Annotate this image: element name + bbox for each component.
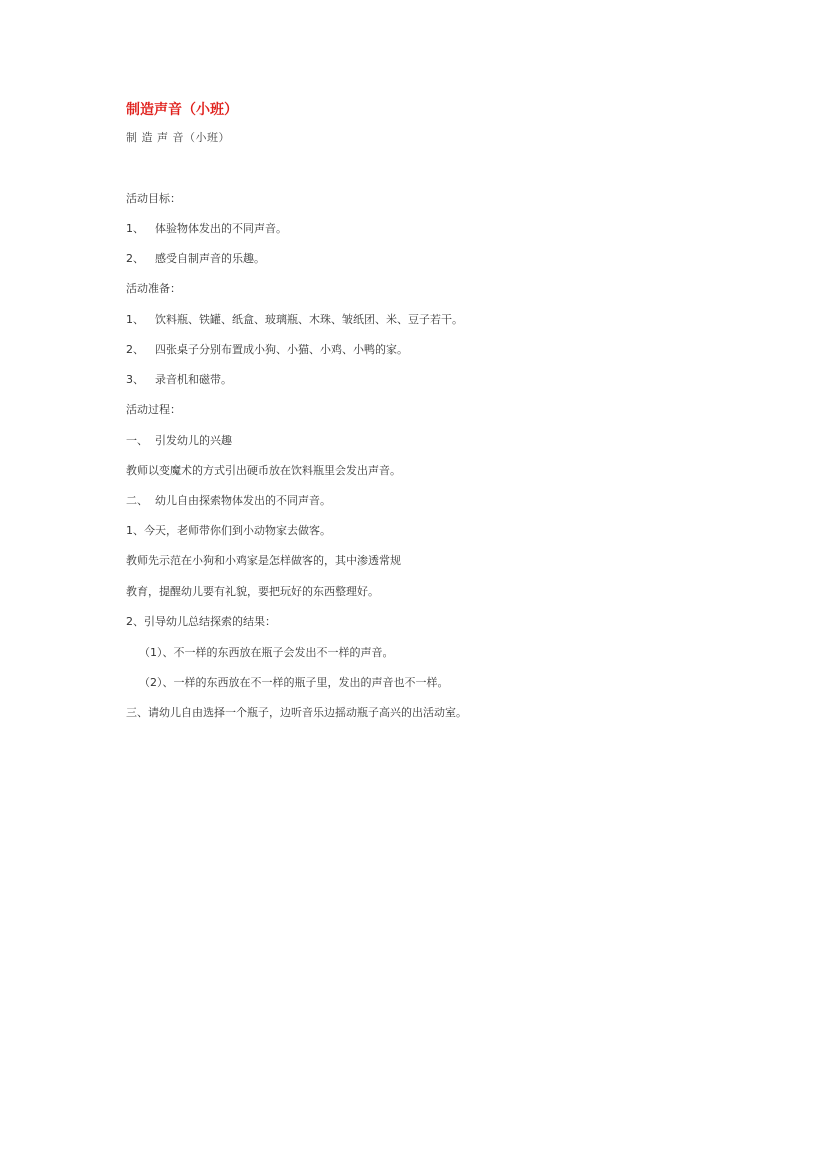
line-text: 体验物体发出的不同声音。 [155,222,287,235]
line-text: 活动准备： [126,282,181,295]
paragraph [126,553,401,569]
line-text: 教师以变魔术的方式引出硬币放在饮料瓶里会发出声音。 [126,464,401,477]
list-item [126,251,265,267]
line-text: 2、引导幼儿总结探索的结果： [126,615,276,628]
list-number: 2、 [126,343,144,356]
paragraph [126,614,276,630]
list-number: 一、 [126,434,148,447]
list-item [126,342,408,358]
line-text: 三、请幼儿自由选择一个瓶子，边听音乐边摇动瓶子高兴的出活动室。 [126,706,467,719]
page-title: 制造声音（小班） [126,102,238,118]
paragraph [126,705,467,721]
line-text: 活动目标： [126,192,181,205]
line-text: 四张桌子分别布置成小狗、小猫、小鸡、小鸭的家。 [155,343,408,356]
list-number: 二、 [126,494,148,507]
section-heading-preparation [126,281,181,297]
list-number: 2、 [126,252,144,265]
line-text: （1）、不一样的东西放在瓶子会发出不一样的声音。 [139,646,394,659]
sub-list-item [126,645,394,661]
list-number: 1、 [126,222,144,235]
page-subtitle: 制 造 声 音（小班） [126,131,230,144]
paragraph [126,463,401,479]
line-text: 1、今天，老师带你们到小动物家去做客。 [126,524,331,537]
line-text: 教师先示范在小狗和小鸡家是怎样做客的，其中渗透常规 [126,554,401,567]
section-heading-goals [126,191,181,207]
line-text: 教育，提醒幼儿要有礼貌，要把玩好的东西整理好。 [126,585,379,598]
list-number: 3、 [126,373,144,386]
list-item [126,221,287,237]
sub-list-item [126,675,449,691]
list-item [126,493,331,509]
list-item [126,433,232,449]
list-number: 1、 [126,313,144,326]
line-text: 饮料瓶、铁罐、纸盒、玻璃瓶、木珠、皱纸团、米、豆子若干。 [155,313,463,326]
line-text: 感受自制声音的乐趣。 [155,252,265,265]
list-item [126,312,463,328]
line-text: （2）、一样的东西放在不一样的瓶子里，发出的声音也不一样。 [139,676,449,689]
line-text: 活动过程： [126,403,181,416]
paragraph [126,523,331,539]
paragraph [126,584,379,600]
line-text: 录音机和磁带。 [155,373,232,386]
list-item [126,372,232,388]
section-heading-process [126,402,181,418]
line-text: 引发幼儿的兴趣 [155,434,232,447]
line-text: 幼儿自由探索物体发出的不同声音。 [155,494,331,507]
